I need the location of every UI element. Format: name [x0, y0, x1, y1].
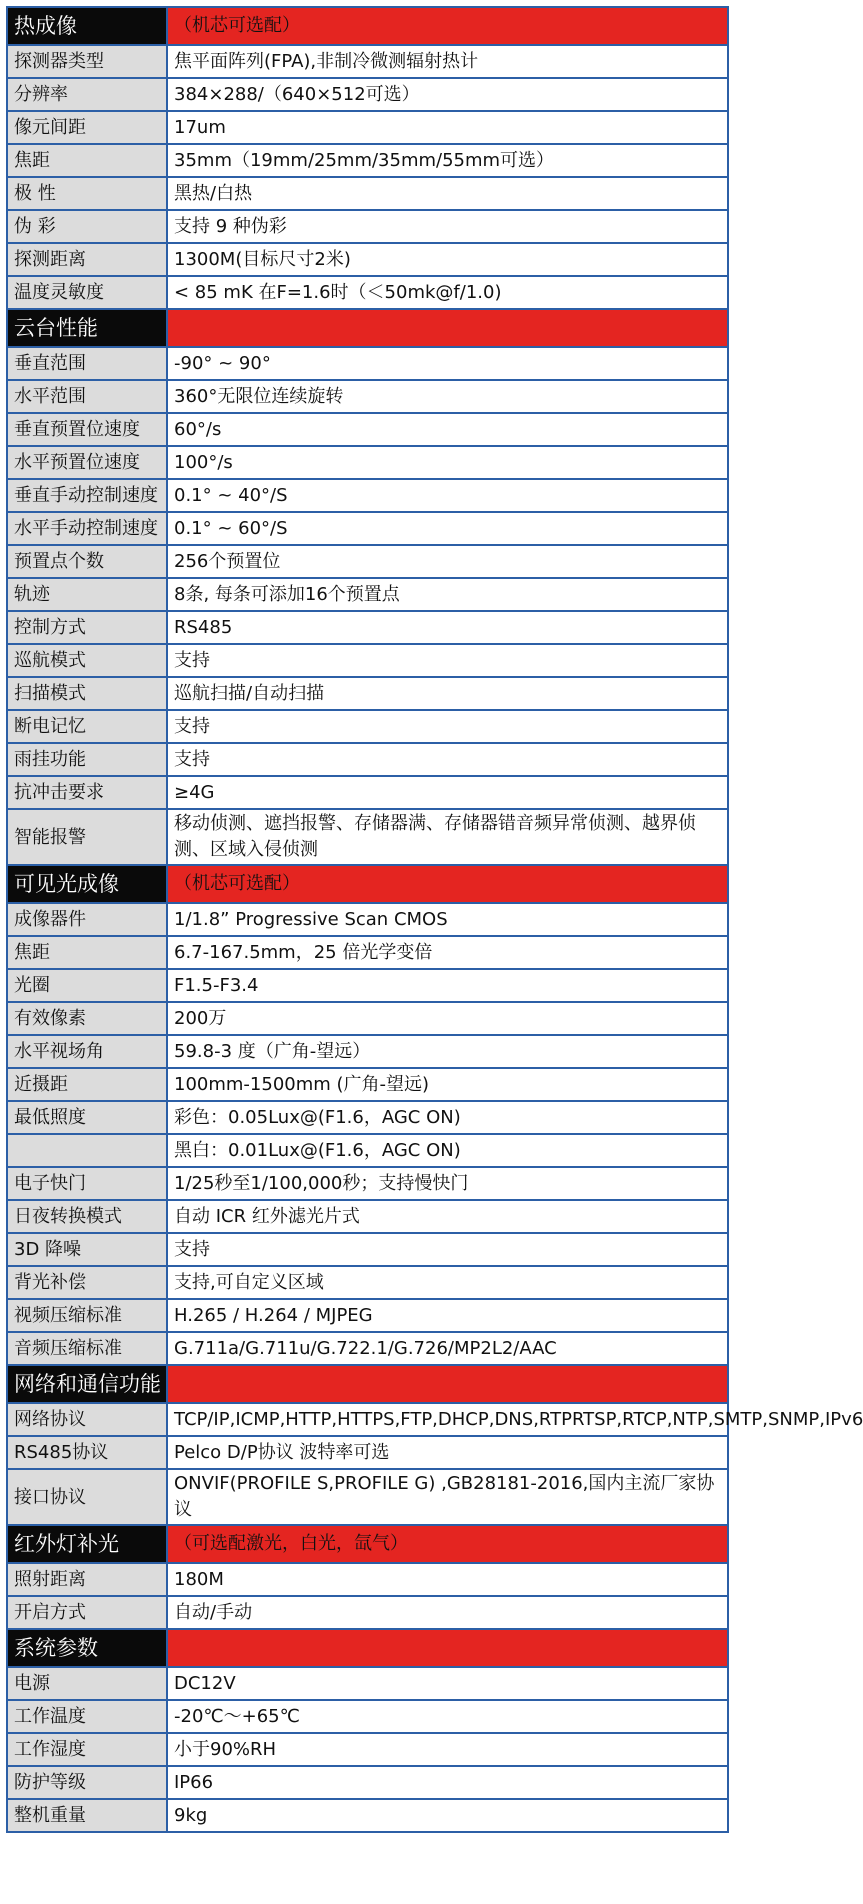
- section-header: [7, 309, 728, 347]
- spec-row: [7, 903, 728, 936]
- spec-row: [7, 276, 728, 309]
- spec-value: RS485: [167, 611, 728, 644]
- spec-value: 200万: [167, 1002, 728, 1035]
- spec-value: 支持: [167, 644, 728, 677]
- spec-value: Pelco D/P协议 波特率可选: [167, 1436, 728, 1469]
- spec-row: [7, 413, 728, 446]
- spec-label: 3D 降噪: [7, 1233, 167, 1266]
- spec-label: 开启方式: [7, 1596, 167, 1629]
- spec-label: 近摄距: [7, 1068, 167, 1101]
- spec-value: 180M: [167, 1563, 728, 1596]
- spec-row: [7, 1733, 728, 1766]
- spec-label: [7, 1134, 167, 1167]
- spec-row: [7, 1700, 728, 1733]
- spec-value: 59.8-3 度（广角-望远）: [167, 1035, 728, 1068]
- spec-row: [7, 611, 728, 644]
- spec-row: [7, 1667, 728, 1700]
- spec-label: 光圈: [7, 969, 167, 1002]
- spec-value: 8条, 每条可添加16个预置点: [167, 578, 728, 611]
- spec-label: 防护等级: [7, 1766, 167, 1799]
- spec-row: [7, 1436, 728, 1469]
- spec-row: [7, 1403, 728, 1436]
- spec-value: 0.1° ~ 60°/S: [167, 512, 728, 545]
- section-title: 网络和通信功能: [7, 1365, 167, 1403]
- spec-value: IP66: [167, 1766, 728, 1799]
- spec-row: [7, 1766, 728, 1799]
- spec-value: F1.5-F3.4: [167, 969, 728, 1002]
- section-header: [7, 865, 728, 903]
- spec-label: 成像器件: [7, 903, 167, 936]
- spec-row: [7, 177, 728, 210]
- spec-label: 轨迹: [7, 578, 167, 611]
- spec-value: 黑白：0.01Lux@(F1.6，AGC ON): [167, 1134, 728, 1167]
- spec-row: [7, 1167, 728, 1200]
- spec-row: [7, 446, 728, 479]
- spec-label: 照射距离: [7, 1563, 167, 1596]
- spec-row: [7, 144, 728, 177]
- spec-value: TCP/IP,ICMP,HTTP,HTTPS,FTP,DHCP,DNS,RTPRTSP,RTCP,NTP,SMTP,SNMP,IPv6: [167, 1403, 728, 1436]
- spec-value: 6.7-167.5mm，25 倍光学变倍: [167, 936, 728, 969]
- spec-label: 水平视场角: [7, 1035, 167, 1068]
- spec-label: 预置点个数: [7, 545, 167, 578]
- spec-value: 384×288/（640×512可选）: [167, 78, 728, 111]
- spec-row: [7, 210, 728, 243]
- spec-label: 音频压缩标准: [7, 1332, 167, 1365]
- spec-value: DC12V: [167, 1667, 728, 1700]
- spec-label: 电源: [7, 1667, 167, 1700]
- spec-row: [7, 644, 728, 677]
- spec-label: 断电记忆: [7, 710, 167, 743]
- spec-label: 最低照度: [7, 1101, 167, 1134]
- spec-row: [7, 1266, 728, 1299]
- spec-label: 有效像素: [7, 1002, 167, 1035]
- spec-value: 巡航扫描/自动扫描: [167, 677, 728, 710]
- spec-label: 巡航模式: [7, 644, 167, 677]
- spec-value: 焦平面阵列(FPA),非制冷微测辐射热计: [167, 45, 728, 78]
- spec-label: 扫描模式: [7, 677, 167, 710]
- section-title: 可见光成像: [7, 865, 167, 903]
- section-title: 红外灯补光: [7, 1525, 167, 1563]
- spec-row: [7, 809, 728, 865]
- spec-value: 小于90%RH: [167, 1733, 728, 1766]
- spec-row: [7, 677, 728, 710]
- spec-row: [7, 1799, 728, 1832]
- spec-row: [7, 1068, 728, 1101]
- spec-value: 35mm（19mm/25mm/35mm/55mm可选）: [167, 144, 728, 177]
- spec-row: [7, 743, 728, 776]
- spec-label: 工作湿度: [7, 1733, 167, 1766]
- section-title: 系统参数: [7, 1629, 167, 1667]
- spec-value: ≥4G: [167, 776, 728, 809]
- spec-row: [7, 243, 728, 276]
- spec-value: H.265 / H.264 / MJPEG: [167, 1299, 728, 1332]
- spec-value: 1300M(目标尺寸2米): [167, 243, 728, 276]
- spec-label: 抗冲击要求: [7, 776, 167, 809]
- spec-row: [7, 1035, 728, 1068]
- spec-row: [7, 45, 728, 78]
- spec-label: 探测距离: [7, 243, 167, 276]
- spec-value: 17um: [167, 111, 728, 144]
- spec-label: 像元间距: [7, 111, 167, 144]
- spec-value: 1/1.8” Progressive Scan CMOS: [167, 903, 728, 936]
- spec-label: 水平范围: [7, 380, 167, 413]
- section-note: （机芯可选配）: [167, 865, 728, 903]
- spec-label: 电子快门: [7, 1167, 167, 1200]
- section-note: [167, 1629, 728, 1667]
- spec-row: [7, 578, 728, 611]
- spec-label: 水平预置位速度: [7, 446, 167, 479]
- spec-value: 100mm-1500mm (广角-望远): [167, 1068, 728, 1101]
- section-note: [167, 309, 728, 347]
- spec-row: [7, 776, 728, 809]
- spec-value: 256个预置位: [167, 545, 728, 578]
- section-note: [167, 1365, 728, 1403]
- spec-value: 支持,可自定义区域: [167, 1266, 728, 1299]
- spec-label: 极 性: [7, 177, 167, 210]
- spec-row: [7, 710, 728, 743]
- spec-row: [7, 969, 728, 1002]
- spec-label: 背光补偿: [7, 1266, 167, 1299]
- spec-label: 整机重量: [7, 1799, 167, 1832]
- spec-row: [7, 1101, 728, 1134]
- spec-value: ONVIF(PROFILE S,PROFILE G) ,GB28181-2016,国内主流厂家协议: [167, 1469, 728, 1525]
- spec-label: 分辨率: [7, 78, 167, 111]
- spec-value: 彩色：0.05Lux@(F1.6，AGC ON): [167, 1101, 728, 1134]
- spec-value: 0.1° ~ 40°/S: [167, 479, 728, 512]
- spec-row: [7, 1563, 728, 1596]
- spec-row: [7, 1469, 728, 1525]
- spec-value: 支持: [167, 1233, 728, 1266]
- spec-value: -90° ~ 90°: [167, 347, 728, 380]
- section-header: [7, 1525, 728, 1563]
- spec-row: [7, 1332, 728, 1365]
- section-header: [7, 1629, 728, 1667]
- spec-value: 支持 9 种伪彩: [167, 210, 728, 243]
- spec-label: 焦距: [7, 144, 167, 177]
- spec-label: 日夜转换模式: [7, 1200, 167, 1233]
- section-note: （可选配激光，白光，氙气）: [167, 1525, 728, 1563]
- spec-value: 1/25秒至1/100,000秒；支持慢快门: [167, 1167, 728, 1200]
- spec-value: 100°/s: [167, 446, 728, 479]
- spec-row: [7, 1233, 728, 1266]
- spec-row: [7, 1134, 728, 1167]
- section-header: [7, 1365, 728, 1403]
- spec-value: 自动/手动: [167, 1596, 728, 1629]
- spec-row: [7, 936, 728, 969]
- spec-row: [7, 545, 728, 578]
- spec-label: 温度灵敏度: [7, 276, 167, 309]
- spec-value: 移动侦测、遮挡报警、存储器满、存储器错音频异常侦测、越界侦测、区域入侵侦测: [167, 809, 728, 865]
- section-note: （机芯可选配）: [167, 7, 728, 45]
- spec-value: < 85 mK 在F=1.6时（＜50mk@f/1.0): [167, 276, 728, 309]
- spec-label: 垂直范围: [7, 347, 167, 380]
- spec-label: 雨挂功能: [7, 743, 167, 776]
- spec-value: -20℃～+65℃: [167, 1700, 728, 1733]
- spec-label: 控制方式: [7, 611, 167, 644]
- spec-label: 视频压缩标准: [7, 1299, 167, 1332]
- spec-row: [7, 512, 728, 545]
- spec-row: [7, 1596, 728, 1629]
- spec-label: 水平手动控制速度: [7, 512, 167, 545]
- spec-table-body: [7, 7, 863, 1832]
- spec-label: 伪 彩: [7, 210, 167, 243]
- spec-row: [7, 78, 728, 111]
- spec-value: 支持: [167, 710, 728, 743]
- spec-label: 垂直预置位速度: [7, 413, 167, 446]
- spec-row: [7, 111, 728, 144]
- spec-value: 自动 ICR 红外滤光片式: [167, 1200, 728, 1233]
- spec-label: 探测器类型: [7, 45, 167, 78]
- spec-value: 9kg: [167, 1799, 728, 1832]
- spec-row: [7, 380, 728, 413]
- section-header: [7, 7, 728, 45]
- spec-row: [7, 1299, 728, 1332]
- section-title: 热成像: [7, 7, 167, 45]
- spec-label: 网络协议: [7, 1403, 167, 1436]
- spec-value: 60°/s: [167, 413, 728, 446]
- spec-value: 黑热/白热: [167, 177, 728, 210]
- spec-label: 智能报警: [7, 809, 167, 865]
- spec-label: RS485协议: [7, 1436, 167, 1469]
- spec-label: 垂直手动控制速度: [7, 479, 167, 512]
- spec-row: [7, 347, 728, 380]
- spec-label: 焦距: [7, 936, 167, 969]
- spec-value: 360°无限位连续旋转: [167, 380, 728, 413]
- spec-row: [7, 1002, 728, 1035]
- spec-value: 支持: [167, 743, 728, 776]
- spec-value: G.711a/G.711u/G.722.1/G.726/MP2L2/AAC: [167, 1332, 728, 1365]
- section-title: 云台性能: [7, 309, 167, 347]
- spec-row: [7, 479, 728, 512]
- spec-label: 接口协议: [7, 1469, 167, 1525]
- spec-label: 工作温度: [7, 1700, 167, 1733]
- spec-table: [6, 6, 863, 1833]
- spec-row: [7, 1200, 728, 1233]
